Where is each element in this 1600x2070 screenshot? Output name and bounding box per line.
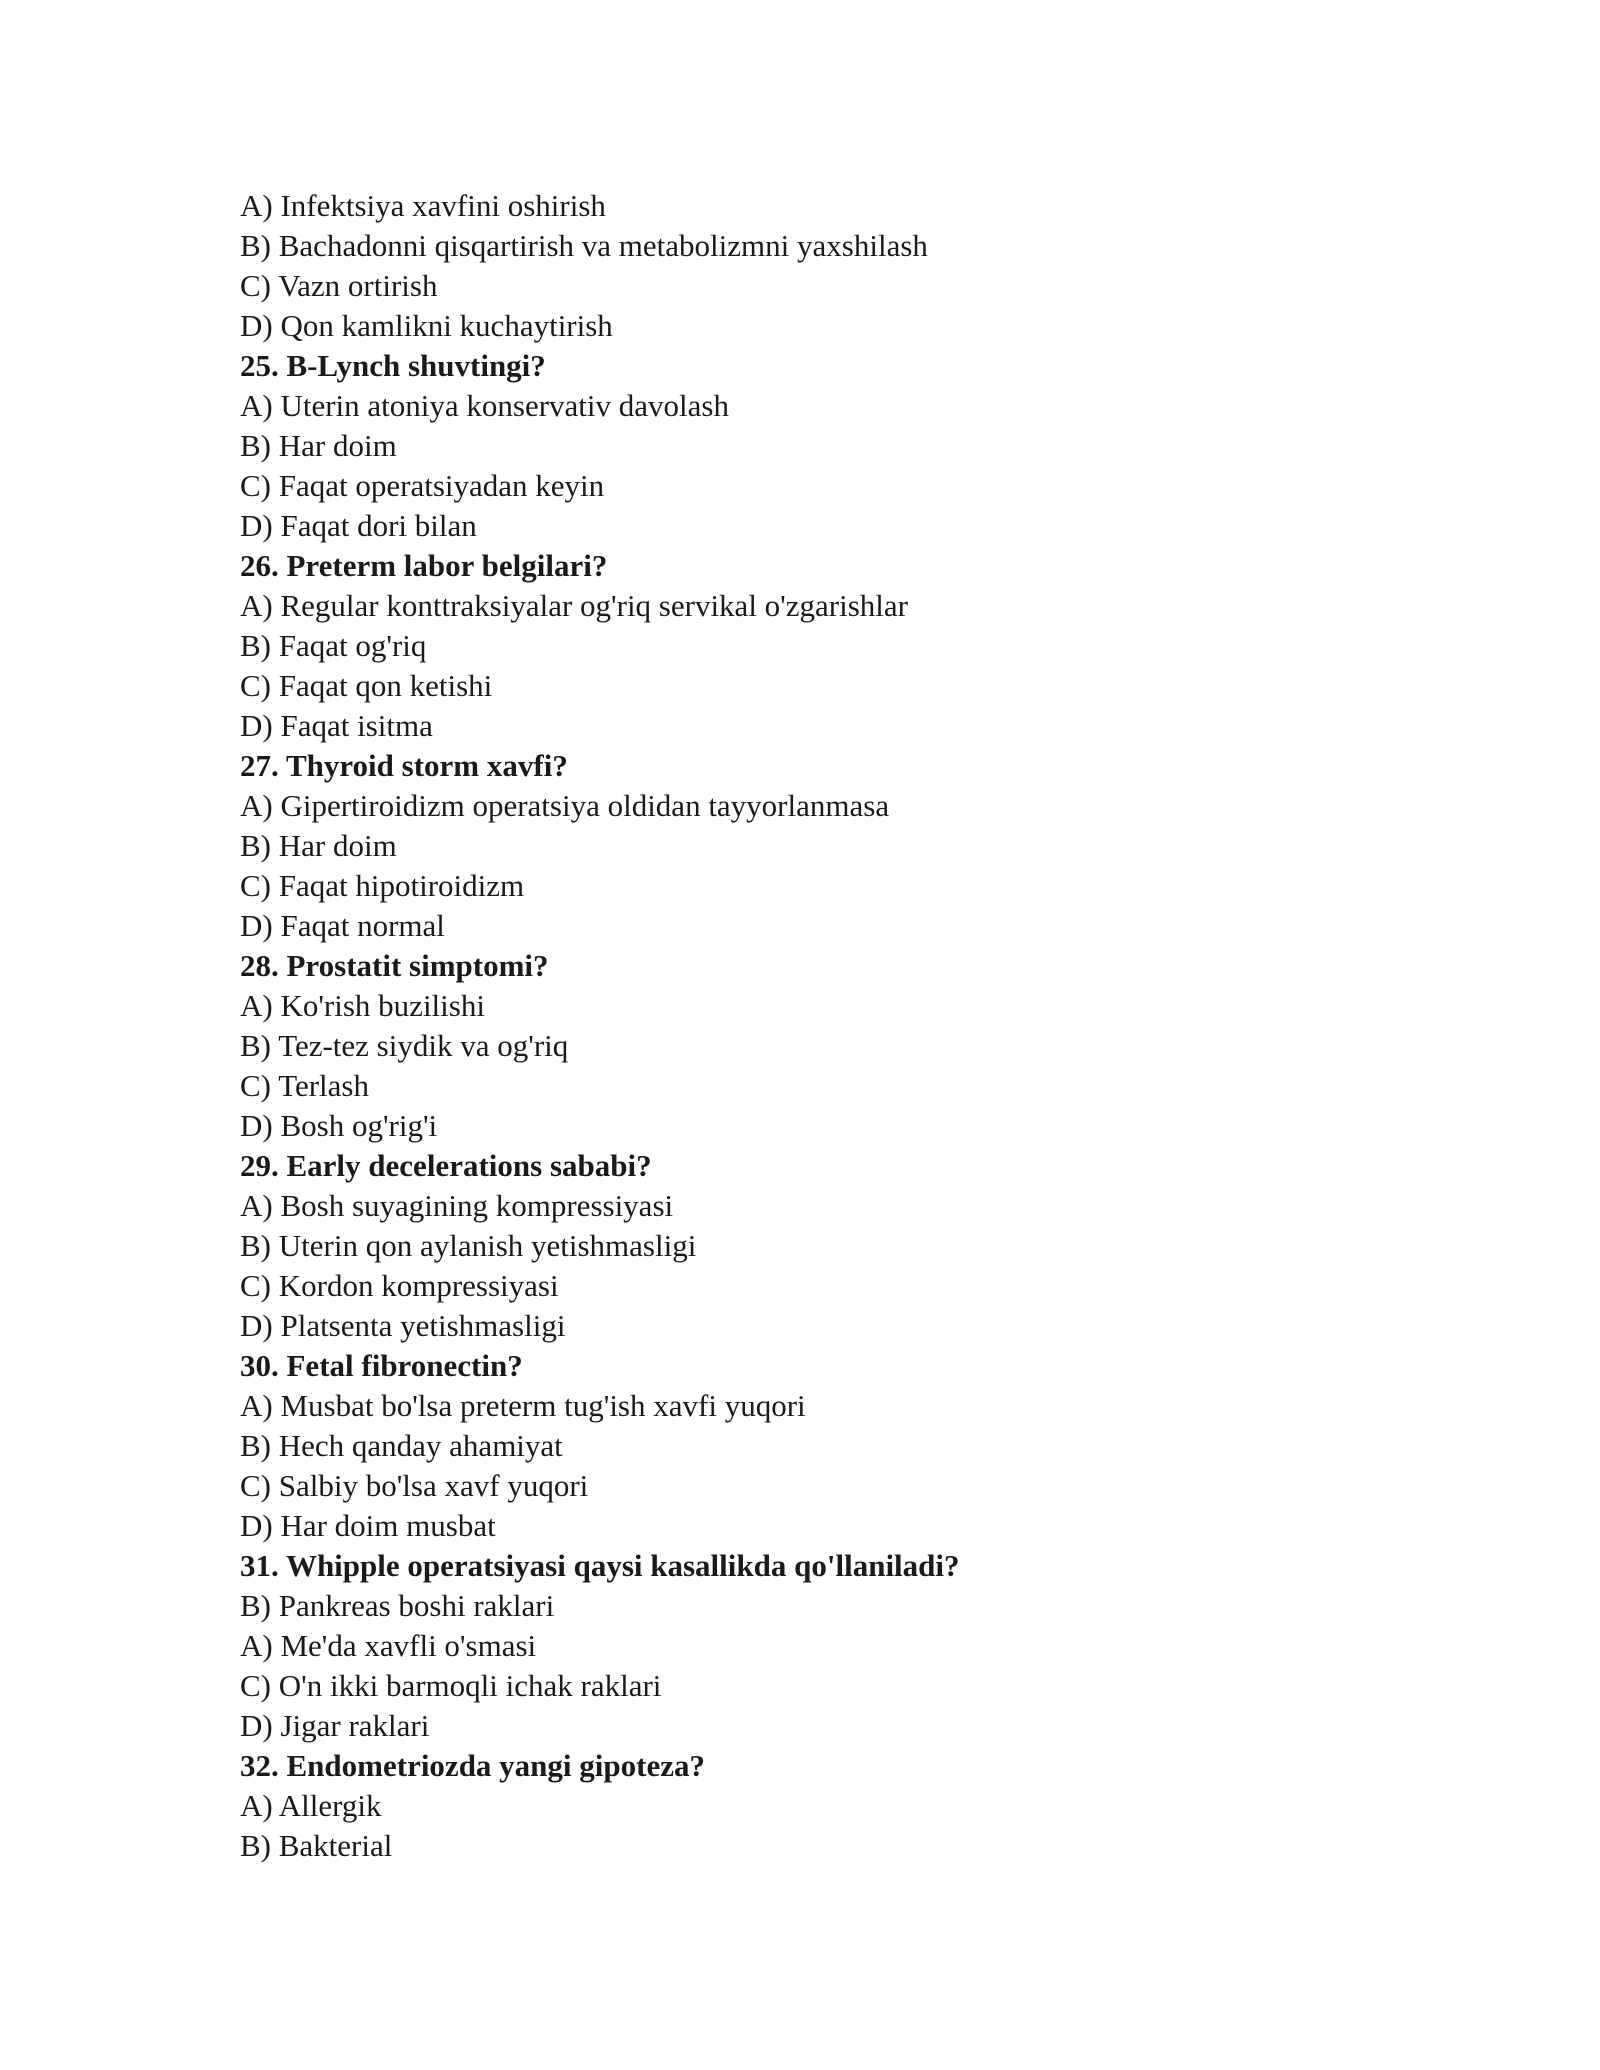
answer-option: B) Bakterial — [240, 1828, 393, 1863]
answer-option: A) Bosh suyagining kompressiyasi — [240, 1188, 674, 1223]
answer-option: A) Regular konttraksiyalar og'riq servikal o'zgarishlar — [240, 588, 908, 623]
answer-option: C) O'n ikki barmoqli ichak raklari — [240, 1668, 662, 1703]
question-heading: 29. Early decelerations sababi? — [240, 1148, 652, 1183]
answer-option: D) Faqat normal — [240, 908, 445, 943]
answer-option: A) Ko'rish buzilishi — [240, 988, 485, 1023]
answer-option: C) Salbiy bo'lsa xavf yuqori — [240, 1468, 589, 1503]
answer-option: A) Allergik — [240, 1788, 382, 1823]
question-heading: 28. Prostatit simptomi? — [240, 948, 549, 983]
answer-option: D) Faqat dori bilan — [240, 508, 477, 543]
answer-option: A) Musbat bo'lsa preterm tug'ish xavfi yuqori — [240, 1388, 806, 1423]
answer-option: B) Uterin qon aylanish yetishmasligi — [240, 1228, 697, 1263]
answer-option: D) Faqat isitma — [240, 708, 433, 743]
answer-option: D) Jigar raklari — [240, 1708, 430, 1743]
answer-option: A) Me'da xavfli o'smasi — [240, 1628, 537, 1663]
answer-option: A) Infektsiya xavfini oshirish — [240, 188, 606, 223]
question-heading: 25. B-Lynch shuvtingi? — [240, 348, 546, 383]
answer-option: B) Har doim — [240, 828, 397, 863]
question-heading: 26. Preterm labor belgilari? — [240, 548, 608, 583]
answer-option: D) Bosh og'rig'i — [240, 1108, 438, 1143]
answer-option: B) Pankreas boshi raklari — [240, 1588, 555, 1623]
question-heading: 30. Fetal fibronectin? — [240, 1348, 523, 1383]
answer-option: B) Hech qanday ahamiyat — [240, 1428, 563, 1463]
question-heading: 27. Thyroid storm xavfi? — [240, 748, 568, 783]
answer-option: A) Uterin atoniya konservativ davolash — [240, 388, 729, 423]
answer-option: D) Har doim musbat — [240, 1508, 496, 1543]
answer-option: C) Terlash — [240, 1068, 369, 1103]
answer-option: A) Gipertiroidizm operatsiya oldidan tayyorlanmasa — [240, 788, 890, 823]
answer-option: C) Faqat hipotiroidizm — [240, 868, 525, 903]
answer-option: B) Har doim — [240, 428, 397, 463]
answer-option: C) Vazn ortirish — [240, 268, 438, 303]
answer-option: D) Qon kamlikni kuchaytirish — [240, 308, 613, 343]
question-heading: 32. Endometriozda yangi gipoteza? — [240, 1748, 705, 1783]
answer-option: B) Bachadonni qisqartirish va metabolizmni yaxshilash — [240, 228, 928, 263]
question-heading: 31. Whipple operatsiyasi qaysi kasallikda qo'llaniladi? — [240, 1548, 960, 1583]
answer-option: B) Tez-tez siydik va og'riq — [240, 1028, 569, 1063]
answer-option: C) Faqat operatsiyadan keyin — [240, 468, 605, 503]
answer-option: C) Faqat qon ketishi — [240, 668, 493, 703]
answer-option: C) Kordon kompressiyasi — [240, 1268, 559, 1303]
answer-option: B) Faqat og'riq — [240, 628, 427, 663]
answer-option: D) Platsenta yetishmasligi — [240, 1308, 566, 1343]
document-body — [240, 186, 1440, 1866]
